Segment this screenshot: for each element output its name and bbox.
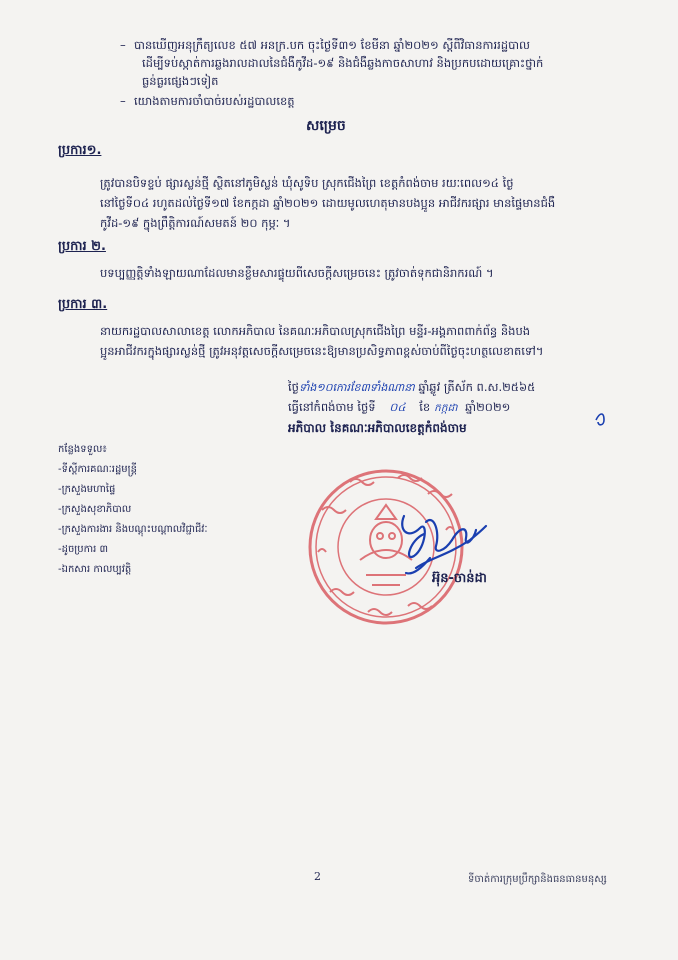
month-prefix: ខែ bbox=[419, 400, 431, 414]
official-seal bbox=[310, 471, 462, 623]
recipients-heading: កន្លែងទទួល៖ bbox=[58, 444, 107, 455]
lunar-date-suffix: ឆ្នាំឆ្លូវ ត្រីស័ក ព.ស.២៥៦៥ bbox=[418, 380, 536, 394]
reference-line: ដើម្បីទប់ស្កាត់ការឆ្លងរាលដាលនៃជំងឺកូវីដ-១៩ និងជំងឺឆ្លងកាចសាហាវ និងប្រកបដោយគ្រោះថ្នាក់ bbox=[142, 56, 544, 70]
reference-item: – បានឃើញអនុក្រឹត្យលេខ ៥៧ អនក្រ.បក ចុះថ្ងៃទី៣១ ខែមីនា ឆ្នាំ២០២១ ស្តីពីវិធានការរដ្ឋបាល bbox=[120, 38, 530, 52]
page-number: 2 bbox=[314, 870, 321, 883]
footer-note: ទីចាត់ការក្រុមប្រឹក្សានិងធនធានមនុស្ស bbox=[468, 874, 607, 885]
month-handwritten: កក្កដា bbox=[434, 402, 458, 414]
signatory-name: អ៊ុន-ចាន់ដា bbox=[432, 571, 487, 586]
reference-line: បានឃើញអនុក្រឹត្យលេខ ៥៧ អនក្រ.បក ចុះថ្ងៃទី៣១ ខែមីនា ឆ្នាំ២០២១ ស្តីពីវិធានការរដ្ឋបាល bbox=[134, 38, 530, 52]
year-text: ឆ្នាំ២០២១ bbox=[465, 400, 511, 414]
article-1-line: កូវីដ-១៩ ក្នុងព្រឹត្តិការណ៍សមតន៍ ២០ កុម្ភៈ ។ bbox=[100, 216, 291, 230]
signatory-title: អភិបាល នៃគណៈអភិបាលខេត្តកំពង់ចាម bbox=[288, 421, 467, 435]
article-1-label: ប្រការ១. bbox=[58, 143, 102, 158]
article-3-label: ប្រការ ៣. bbox=[58, 297, 108, 312]
recipient-item: -ក្រសួងមហាផ្ទៃ bbox=[58, 484, 116, 495]
article-2-line: បទប្បញ្ញត្តិទាំងឡាយណាដែលមានខ្លឹមសារផ្ទុយពីសេចក្តីសម្រេចនេះ ត្រូវចាត់ទុកជានិរាករណ៍ ។ bbox=[100, 266, 494, 280]
reference-line: យោងតាមការចាំបាច់របស់រដ្ឋបាលខេត្ត bbox=[134, 94, 295, 108]
reference-item: – យោងតាមការចាំបាច់របស់រដ្ឋបាលខេត្ត bbox=[120, 94, 295, 108]
day-handwritten: ០៤ bbox=[389, 400, 406, 414]
recipient-item: -ឯកសារ កាលប្បវត្តិ bbox=[58, 564, 132, 575]
handwritten-signature bbox=[402, 516, 486, 573]
article-3-line: នាយករដ្ឋបាលសាលាខេត្ត លោកអភិបាល នៃគណៈអភិបាលស្រុកជើងព្រៃ មន្ទីរ-អង្គភាពពាក់ព័ន្ធ និងបង bbox=[100, 324, 531, 338]
article-1-line: ត្រូវបានបិទខ្ទប់ ផ្សារស្លន់ថ្មី ស្ថិតនៅភូមិស្លន់ ឃុំសូទិប ស្រុកជើងព្រៃ ខេត្តកំពង់ចាម រយៈពេល១៤ ថ្ងៃ bbox=[100, 176, 514, 190]
lunar-date-prefix: ថ្ងៃ bbox=[288, 380, 299, 394]
recipient-item: -ក្រសួងសុខាភិបាល bbox=[58, 504, 132, 515]
reference-line: ធ្ងន់ធ្ងរផ្សេងៗទៀត bbox=[142, 74, 219, 88]
handwritten-mark bbox=[596, 414, 604, 425]
article-3-line: ប្អូនអាជីវករក្នុងផ្សារស្លន់ថ្មី ត្រូវអនុវត្តសេចក្តីសម្រេចនេះឱ្យមានប្រសិទ្ធភាពខ្ពស់ចាប់ពីថ្ងៃចុះហត្ថលេខាតទៅ។ bbox=[100, 344, 544, 358]
recipient-item: -ក្រសួងការងារ និងបណ្តុះបណ្តាលវិជ្ជាជីវៈ bbox=[58, 524, 208, 535]
decision-heading: សម្រេច bbox=[306, 118, 346, 134]
article-2-label: ប្រការ ២. bbox=[58, 239, 106, 254]
lunar-date-handwritten: ទាំង១០កោរខែ៣ទាំងណានា bbox=[298, 381, 415, 394]
recipient-item: -ទីស្តីការគណៈរដ្ឋមន្ត្រី bbox=[58, 464, 137, 475]
recipient-item: -ដូចប្រការ ៣ bbox=[58, 544, 109, 555]
article-1-line: នៅថ្ងៃទី០៤ រហូតដល់ថ្ងៃទី១៧ ខែកក្កដា ឆ្នាំ២០២១ ដោយមូលហេតុមានបងប្អូន អាជីវករផ្សារ មានផ្ទៃមានជំងឺ bbox=[100, 196, 556, 210]
seal-inner-ring bbox=[338, 499, 434, 595]
place-date-prefix: ធ្វើនៅកំពង់ចាម ថ្ងៃទី bbox=[288, 400, 376, 414]
